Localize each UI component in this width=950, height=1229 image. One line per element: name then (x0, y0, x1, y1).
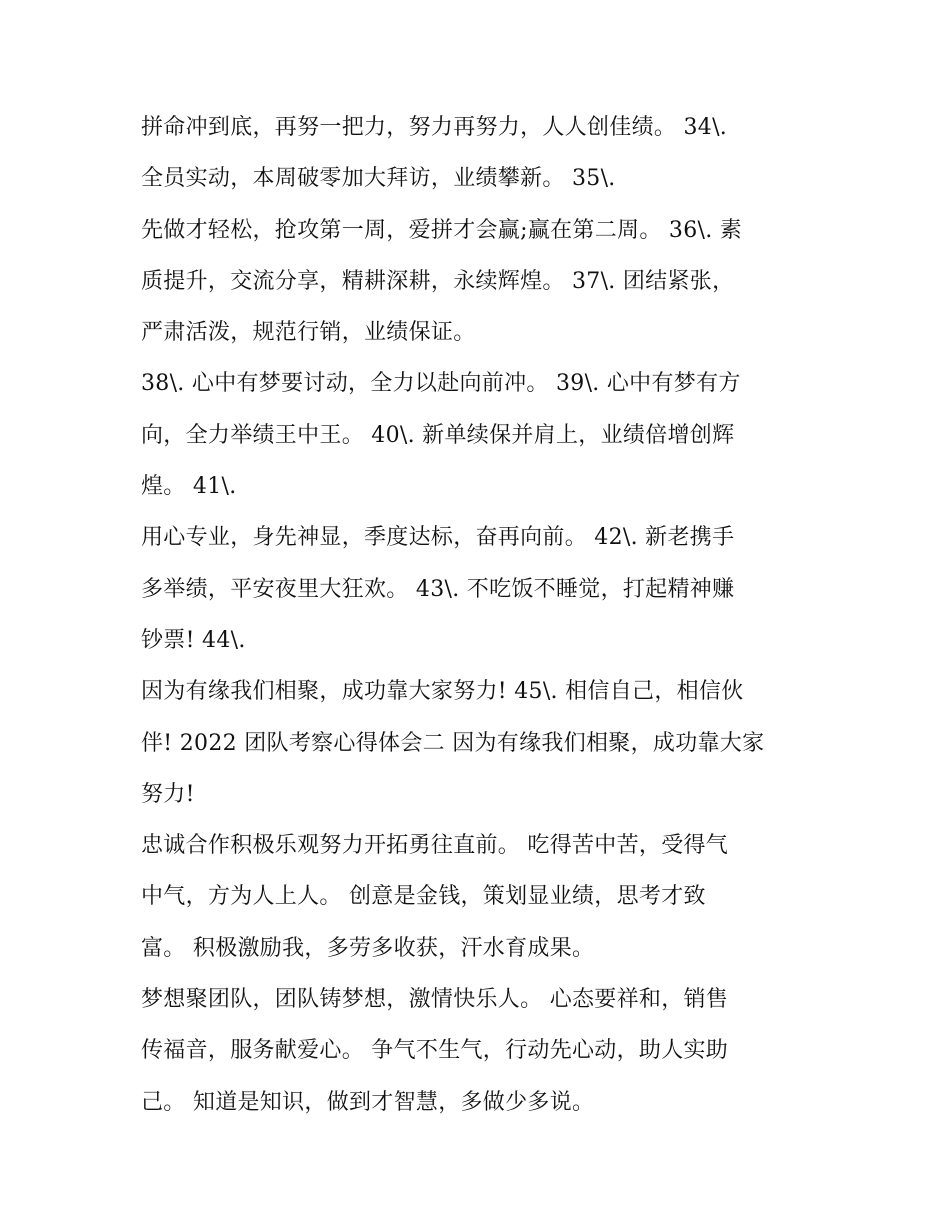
text-line: 梦想聚团队，团队铸梦想，激情快乐人。 心态要祥和，销售 (141, 987, 729, 1013)
text-line: 己。 知道是知识，做到才智慧，多做少多说。 (141, 1089, 595, 1115)
text-line: 用心专业，身先神显，季度达标，奋再向前。 42\. 新老携手 (141, 525, 735, 551)
text-line: 富。 积极激励我，多劳多收获，汗水育成果。 (141, 935, 595, 961)
text-line: 38\. 心中有梦要讨动，全力以赴向前冲。 39\. 心中有梦有方 (141, 371, 741, 397)
text-line: 中气，方为人上人。 创意是金钱，策划显业绩，思考才致 (141, 884, 706, 910)
text-line: 忠诚合作积极乐观努力开拓勇往直前。 吃得苦中苦，受得气 (141, 833, 729, 859)
text-line: 先做才轻松，抢攻第一周，爱拼才会赢;赢在第二周。 36\. 素 (141, 217, 743, 243)
document-body (141, 106, 821, 1132)
text-line: 努力! (141, 781, 195, 807)
text-line: 因为有缘我们相聚，成功靠大家努力! 45\. 相信自己，相信伙 (141, 679, 744, 705)
text-line: 质提升，交流分享，精耕深耕，永续辉煌。 37\. 团结紧张， (141, 268, 735, 294)
text-line: 严肃活泼，规范行销，业绩保证。 (141, 320, 476, 346)
text-line: 钞票! 44\. (141, 627, 246, 653)
text-line: 煌。 41\. (141, 474, 237, 500)
text-line: 传福音，服务献爱心。 争气不生气，行动先心动，助人实助 (141, 1038, 729, 1064)
text-line: 多举绩，平安夜里大狂欢。 43\. 不吃饭不睡觉，打起精神赚 (141, 576, 735, 602)
text-line: 全员实动，本周破零加大拜访，业绩攀新。 35\. (141, 166, 616, 192)
text-line: 拼命冲到底，再努一把力，努力再努力，人人创佳绩。 34\. (141, 115, 728, 140)
text-line: 伴! 2022 团队考察心得体会二 因为有缘我们相聚，成功靠大家 (141, 730, 765, 756)
text-line: 向，全力举绩王中王。 40\. 新单续保并肩上，业绩倍增创辉 (141, 422, 735, 448)
